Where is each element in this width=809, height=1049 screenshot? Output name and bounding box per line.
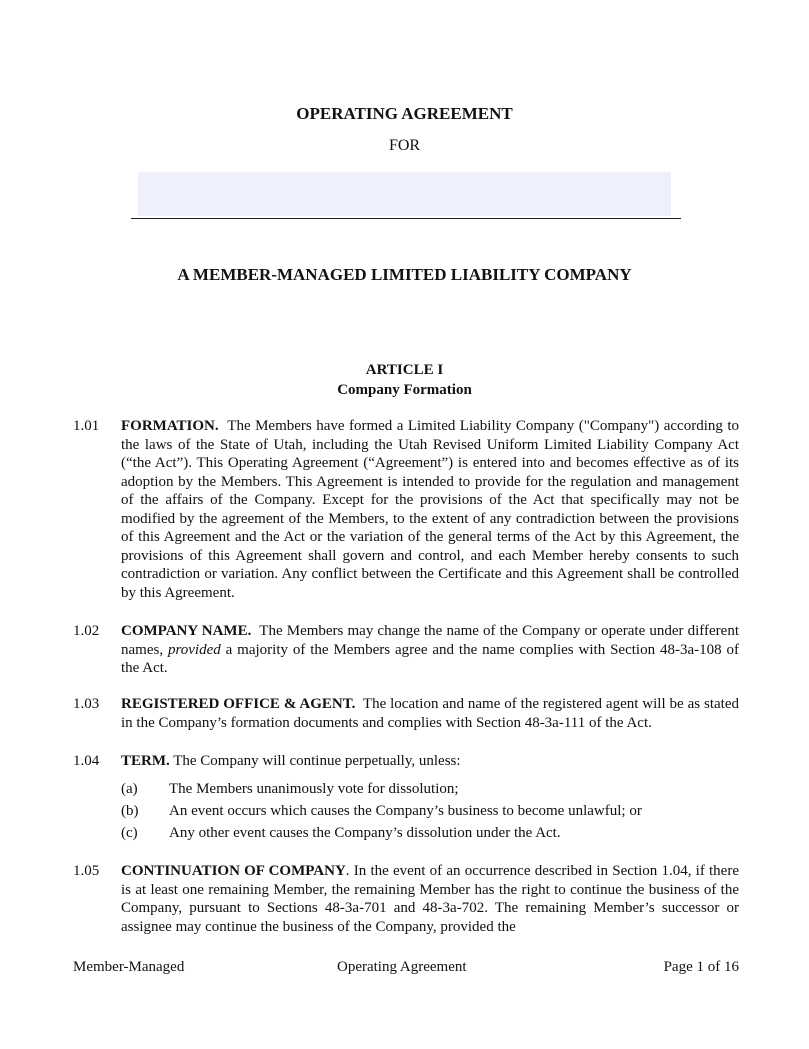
section-number: 1.02	[73, 623, 100, 639]
list-item-marker: (c)	[121, 825, 138, 841]
section-text: The Company will continue perpetually, unless:	[173, 753, 461, 769]
section-text: The location and name of the registered agent will be as stated in the Company’s formation documents and complies with Section 48-3a-111 of the Act.	[121, 696, 739, 731]
section-text-italic: provided	[167, 641, 221, 658]
list-item-marker: (b)	[121, 803, 139, 819]
for-label: FOR	[388, 137, 421, 154]
section-text: a majority of the Members agree and the name complies with Section 48-3a-108 of the Act.	[121, 641, 739, 676]
list-item	[121, 780, 741, 799]
section-1-02	[73, 622, 739, 678]
article-number: ARTICLE I	[365, 362, 444, 378]
list-item	[121, 802, 741, 821]
section-1-03	[73, 695, 739, 732]
list-item	[121, 824, 741, 843]
section-text: The Members have formed a Limited Liability Company ("Company") according to the laws of the State of Utah, including the Utah Revised Uniform Limited Liability Company Act (“the Act”). This Operating Agreement (“Agreement”) is entered into and becomes effective as of its adoption by the Members. This Agreement is intended to provide for the regulation and management of the affairs of the Company. Except for the provisions of the Act that specifically may not be modified by the agreement of the Members, to the extent of any contradiction between the provisions of this Agreement and the Act or the variation of the general terms of the Act by this Agreement, the provisions of this Agreement shall govern and control, and each Member hereby consents to such contradiction or variation. Any conflict between the Certificate and this Agreement shall be controlled by this Agreement.	[121, 418, 740, 601]
footer-page-number: Page 1 of 16	[663, 959, 739, 975]
section-text: . In the event of an occurrence described in Section 1.04, if there is at least one remaining Member, the remaining Member has the right to continue the business of the Company, pursuant to Sections 48-3a-701 and 48-3a-702. The remaining Member’s successor or assignee may continue the business of the Company, provided the	[121, 863, 739, 935]
section-body	[121, 752, 739, 771]
section-body	[121, 862, 739, 936]
list-item-text: An event occurs which causes the Company’s business to become unlawful; or	[169, 803, 642, 819]
document-title: OPERATING AGREEMENT	[296, 104, 513, 123]
list-item-text: Any other event causes the Company’s dissolution under the Act.	[169, 825, 561, 841]
list-item-marker: (a)	[121, 781, 138, 797]
company-name-field[interactable]	[138, 172, 671, 216]
section-1-01	[73, 417, 739, 602]
section-heading: COMPANY NAME.	[121, 623, 252, 639]
section-body	[121, 695, 739, 732]
company-name-underline	[131, 218, 681, 219]
footer-left: Member-Managed	[73, 959, 185, 975]
section-number: 1.03	[73, 696, 100, 712]
section-heading: CONTINUATION OF COMPANY	[121, 863, 346, 879]
section-number: 1.04	[73, 753, 100, 769]
section-heading: REGISTERED OFFICE & AGENT.	[121, 696, 356, 712]
section-text: The Members may change the name of the Company or operate under different names,	[121, 623, 739, 658]
section-body	[121, 417, 739, 602]
section-number: 1.01	[73, 418, 100, 434]
article-heading	[0, 360, 809, 400]
section-heading: TERM.	[121, 753, 170, 769]
list-item-text: The Members unanimously vote for dissolution;	[169, 781, 459, 797]
section-number: 1.05	[73, 863, 100, 879]
document-subtitle: A MEMBER-MANAGED LIMITED LIABILITY COMPANY	[177, 265, 632, 284]
footer-center: Operating Agreement	[337, 959, 467, 975]
section-1-05	[73, 862, 739, 936]
section-heading: FORMATION.	[121, 418, 219, 434]
section-1-04	[73, 752, 739, 771]
section-body	[121, 622, 739, 678]
article-title: Company Formation	[337, 382, 472, 398]
